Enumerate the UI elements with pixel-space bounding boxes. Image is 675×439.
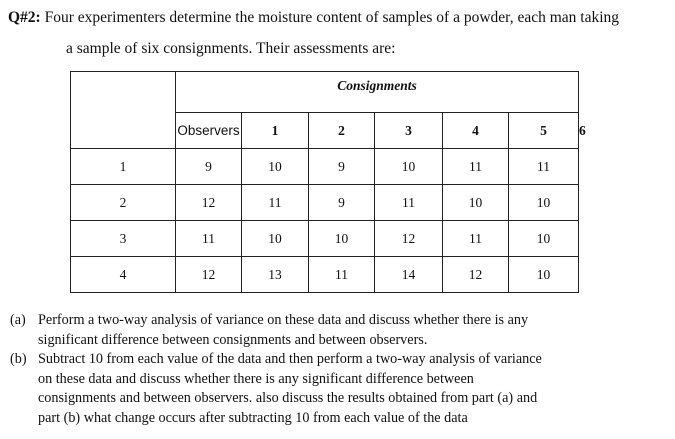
column-header-4: 4 bbox=[443, 113, 509, 149]
value-cell: 12 bbox=[176, 185, 242, 221]
value-cell: 10 bbox=[443, 185, 509, 221]
table-row bbox=[71, 149, 579, 185]
value-cell: 11 bbox=[309, 257, 375, 293]
value-cell: 10 bbox=[509, 257, 579, 293]
observers-header: Observers bbox=[176, 113, 242, 149]
observer-cell: 4 bbox=[71, 257, 176, 293]
part-a-label: (a) bbox=[10, 312, 26, 328]
column-header-3: 3 bbox=[375, 113, 443, 149]
question-text-1: Four experimenters determine the moisture content of samples of a powder, each man taking bbox=[44, 9, 620, 26]
value-cell: 11 bbox=[443, 149, 509, 185]
part-b-line-4: part (b) what change occurs after subtracting 10 from each value of the data bbox=[38, 409, 468, 426]
value-cell: 12 bbox=[375, 221, 443, 257]
observer-cell: 2 bbox=[71, 185, 176, 221]
value-cell: 10 bbox=[509, 221, 579, 257]
value-cell: 10 bbox=[375, 149, 443, 185]
value-cell: 12 bbox=[176, 257, 242, 293]
column-header-5: 5 bbox=[509, 113, 579, 149]
column-header-1: 1 bbox=[242, 113, 309, 149]
value-cell: 12 bbox=[443, 257, 509, 293]
part-b-label: (b) bbox=[10, 351, 27, 368]
value-cell: 11 bbox=[375, 185, 443, 221]
part-b-line-1: Subtract 10 from each value of the data and then perform a two-way analysis of variance bbox=[38, 351, 542, 368]
question-line-2: a sample of six consignments. Their assessments are: bbox=[66, 40, 396, 57]
column-header-2: 2 bbox=[309, 113, 375, 149]
value-cell: 11 bbox=[242, 185, 309, 221]
part-b-line-2: on these data and discuss whether there is any significant difference between bbox=[38, 370, 474, 387]
part-b-line-3: consignments and between observers. also discuss the results obtained from part (a) and bbox=[38, 390, 538, 407]
question-label: Q#2: bbox=[8, 9, 41, 26]
value-cell: 9 bbox=[309, 149, 375, 185]
value-cell: 14 bbox=[375, 257, 443, 293]
table-row bbox=[71, 221, 579, 257]
consignments-table bbox=[70, 71, 586, 293]
part-b bbox=[8, 350, 668, 428]
part-a-line-1: Perform a two-way analysis of variance on these data and discuss whether there is any bbox=[38, 312, 529, 328]
value-cell: 11 bbox=[509, 149, 579, 185]
value-cell: 10 bbox=[509, 185, 579, 221]
value-cell: 11 bbox=[176, 221, 242, 257]
table-header-row: Observers 1 2 3 4 5 6 bbox=[71, 113, 579, 149]
value-cell: 9 bbox=[176, 149, 242, 185]
consignments-title: Consignments bbox=[176, 72, 579, 113]
observer-cell: 3 bbox=[71, 221, 176, 257]
value-cell: 10 bbox=[242, 149, 309, 185]
value-cell: 9 bbox=[309, 185, 375, 221]
table-row bbox=[71, 257, 579, 293]
part-a-line-2: significant difference between consignments and between observers. bbox=[38, 331, 428, 348]
question-line-1 bbox=[8, 8, 619, 28]
observer-cell: 1 bbox=[71, 149, 176, 185]
value-cell: 10 bbox=[242, 221, 309, 257]
table-title-row bbox=[71, 72, 579, 113]
table-row bbox=[71, 185, 579, 221]
value-cell: 13 bbox=[242, 257, 309, 293]
value-cell: 11 bbox=[443, 221, 509, 257]
part-a bbox=[8, 311, 668, 350]
question-parts bbox=[8, 311, 668, 429]
table-corner-cell bbox=[71, 72, 176, 149]
value-cell: 10 bbox=[309, 221, 375, 257]
